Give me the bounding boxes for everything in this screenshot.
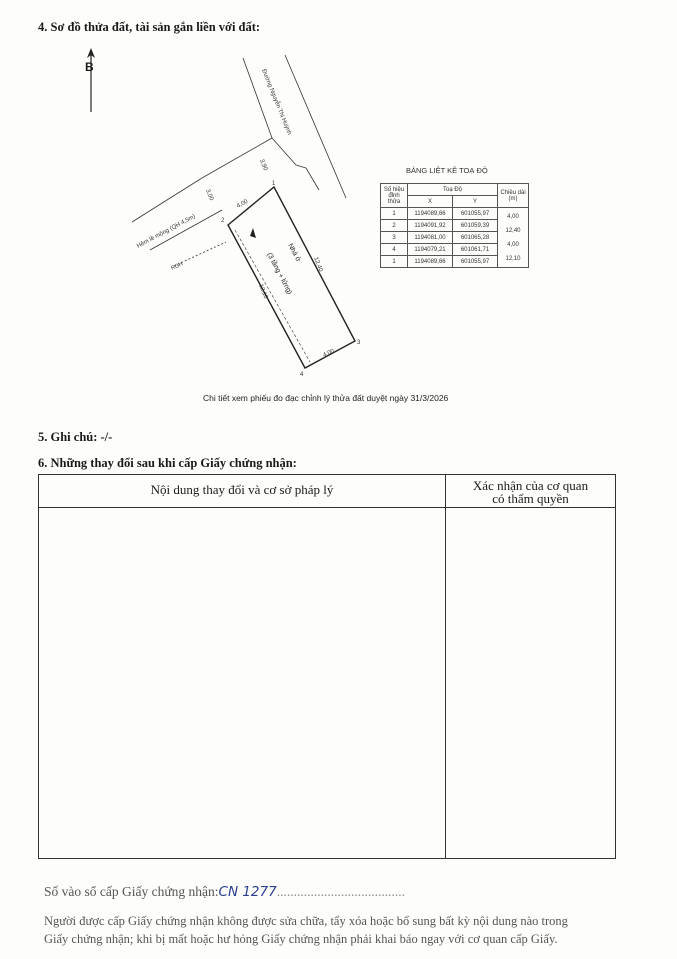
corner-2: 2 xyxy=(221,218,225,224)
parcel-outline xyxy=(228,187,355,368)
dim-right: 12,40 xyxy=(312,256,324,273)
table-cell: 4,00 xyxy=(507,213,519,220)
register-dots: ...................................... xyxy=(276,884,405,899)
col-header-confirmation xyxy=(446,479,615,505)
table-cell: 1 xyxy=(381,256,408,268)
dim-bottom: 4,00 xyxy=(322,348,336,359)
table-cell: 1194089,66 xyxy=(408,208,453,220)
table-cell: 12,40 xyxy=(505,227,521,234)
street-edge-right xyxy=(285,55,346,198)
table-cell: 4,00 xyxy=(507,241,519,248)
warning-line-1: Người được cấp Giấy chứng nhận không được sửa chữa, tẩy xóa hoặc bổ sung bất kỳ nội dung nào trong xyxy=(44,914,568,928)
table-cell: 1194081,00 xyxy=(408,232,453,244)
table-cell: 601059,39 xyxy=(453,220,498,232)
north-arrow-icon xyxy=(86,48,98,114)
table-cell: 601055,97 xyxy=(453,256,498,268)
section-5-title: 5. Ghi chú: -/- xyxy=(38,430,113,444)
table-cell: 2 xyxy=(381,220,408,232)
header-divider xyxy=(39,507,615,508)
column-divider xyxy=(445,475,446,858)
warning-line-2: Giấy chứng nhận; khi bị mất hoặc hư hỏng Giấy chứng nhận phải khai báo ngay với cơ quan cấp Giấy. xyxy=(44,932,558,946)
coord-table-wrap xyxy=(380,183,529,268)
corner-4: 4 xyxy=(300,372,304,378)
th-y: Y xyxy=(453,196,498,208)
coord-table-title: BẢNG LIỆT KÊ TOẠ ĐỘ xyxy=(406,166,488,175)
corner-1: 1 xyxy=(272,181,276,187)
table-cell: 1194089,66 xyxy=(408,256,453,268)
register-label: Số vào sổ cấp Giấy chứng nhận: xyxy=(44,884,219,899)
house-label: Nhà ở xyxy=(286,242,302,264)
alley-label: Hẻm lề mộng (QH 4,5m) xyxy=(136,213,197,250)
dim-street: 3,90 xyxy=(258,158,269,172)
th-coords: Toạ Độ xyxy=(408,184,498,196)
street-label: Đường Nguyễn Thị Huỳnh xyxy=(260,68,293,136)
table-cell: 4 xyxy=(381,244,408,256)
th-x: X xyxy=(408,196,453,208)
parcel-sketch xyxy=(110,50,370,380)
table-cell: 601065,28 xyxy=(453,232,498,244)
detail-note: Chi tiết xem phiếu đo đạc chỉnh lý thửa đất duyệt ngày 31/3/2026 xyxy=(203,393,449,403)
dim-left: 12,10 xyxy=(257,283,269,300)
dim-top: 4,00 xyxy=(236,198,250,210)
north-label: B xyxy=(85,60,94,74)
rgh-label: RGH xyxy=(170,261,184,272)
house-floors-label: (3 tầng + lửng) xyxy=(265,251,294,296)
length-column xyxy=(498,208,529,268)
section-4-title: 4. Sơ đồ thửa đất, tài sản gắn liền với đất: xyxy=(38,20,261,34)
th-point: Số hiệu đỉnh thửa xyxy=(381,184,408,208)
section-6-title: 6. Những thay đổi sau khi cấp Giấy chứng nhận: xyxy=(38,456,297,470)
table-cell: 3 xyxy=(381,232,408,244)
alley-edge-bottom xyxy=(150,210,222,250)
dim-alley: 3,00 xyxy=(204,188,215,202)
street-edge-left xyxy=(243,58,272,138)
table-cell: 1194091,92 xyxy=(408,220,453,232)
table-cell: 1194079,21 xyxy=(408,244,453,256)
col-header-confirmation-line2: có thẩm quyền xyxy=(492,491,569,506)
col-header-confirmation-line1: Xác nhận của cơ quan xyxy=(472,478,589,493)
table-cell: 601061,71 xyxy=(453,244,498,256)
register-value: CN 1277 xyxy=(218,884,277,900)
corner-3: 3 xyxy=(357,340,361,346)
table-cell: 12,10 xyxy=(505,255,521,262)
register-line xyxy=(44,884,405,900)
coord-table xyxy=(380,183,529,268)
th-length: Chiều dài (m) xyxy=(498,184,529,208)
col-header-changes: Nội dung thay đổi và cơ sở pháp lý xyxy=(150,482,334,497)
table-cell: 601055,97 xyxy=(453,208,498,220)
changes-table xyxy=(38,474,616,859)
table-cell: 1 xyxy=(381,208,408,220)
